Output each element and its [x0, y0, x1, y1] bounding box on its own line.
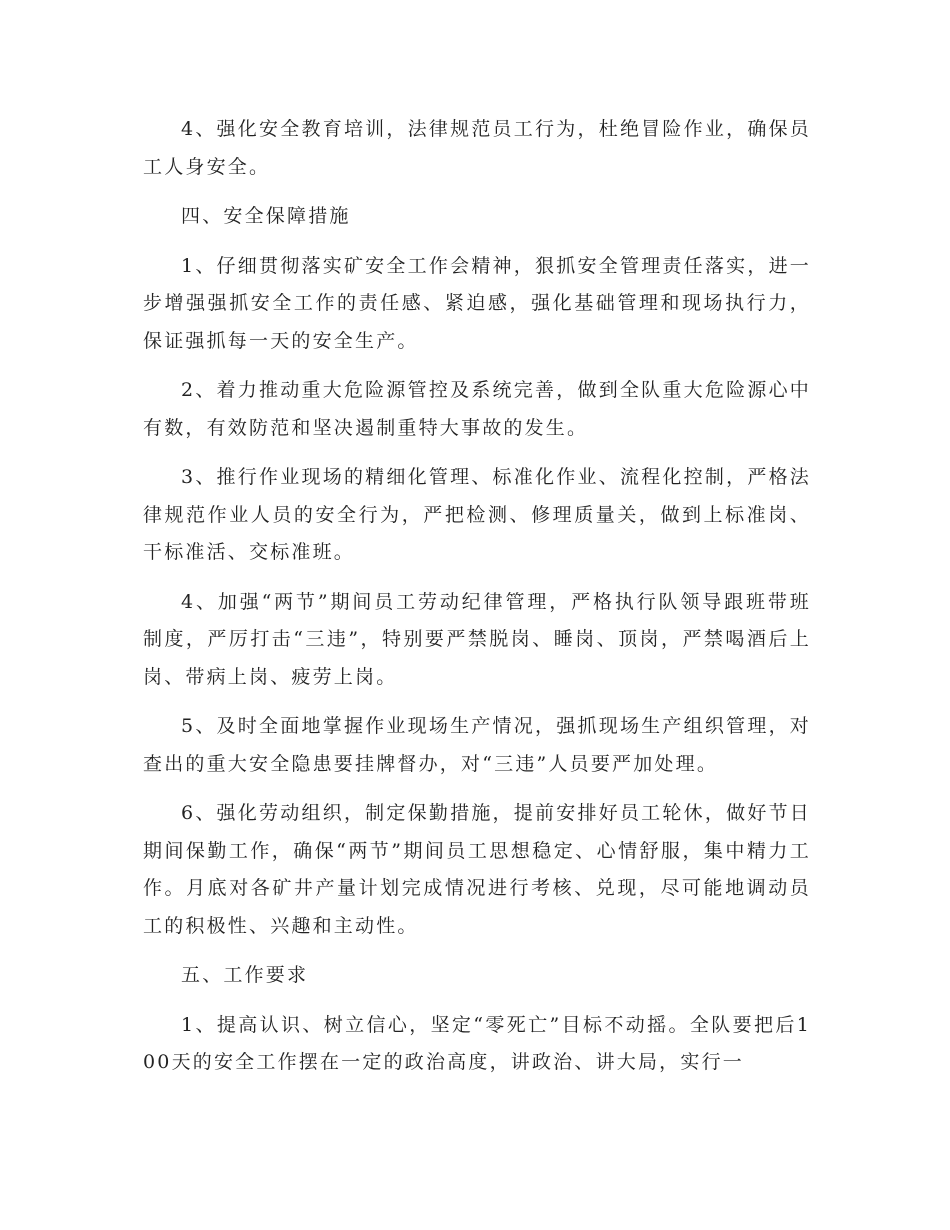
paragraph-measure-6: 6、强化劳动组织，制定保勤措施，提前安排好员工轮休，做好节日期间保勤工作，确保“两节”期间员工思想稳定、心情舒服，集中精力工作。月底对各矿井产量计划完成情况进行考核、兑现，尽可能地调动员工的积极性、兴趣和主动性。: [143, 802, 811, 937]
paragraph-measure-4: 4、加强“两节”期间员工劳动纪律管理，严格执行队领导跟班带班制度，严厉打击“三违”，特别要严禁脱岗、睡岗、顶岗，严禁喝酒后上岗、带病上岗、疲劳上岗。: [143, 590, 811, 688]
document-body: [143, 111, 811, 1094]
paragraph-measure-5: 5、及时全面地掌握作业现场生产情况，强抓现场生产组织管理，对查出的重大安全隐患要挂牌督办，对“三违”人员要严加处理。: [143, 715, 811, 775]
section-heading-safety-measures: 四、安全保障措施: [181, 205, 351, 227]
paragraph-item-4-training: 4、强化安全教育培训，法律规范员工行为，杜绝冒险作业，确保员工人身安全。: [143, 118, 811, 178]
paragraph-measure-1: 1、仔细贯彻落实矿安全工作会精神，狠抓安全管理责任落实，进一步增强强抓安全工作的责任感、紧迫感，强化基础管理和现场执行力，保证强抓每一天的安全生产。: [143, 254, 811, 352]
paragraph-measure-3: 3、推行作业现场的精细化管理、标准化作业、流程化控制，严格法律规范作业人员的安全行为，严把检测、修理质量关，做到上标准岗、干标准活、交标准班。: [143, 466, 811, 563]
paragraph-measure-2: 2、着力推动重大危险源管控及系统完善，做到全队重大危险源心中有数，有效防范和坚决遏制重特大事故的发生。: [143, 379, 811, 439]
section-heading-work-requirements: 五、工作要求: [181, 964, 309, 986]
paragraph-requirement-1: 1、提高认识、树立信心，坚定“零死亡”目标不动摇。全队要把后100天的安全工作摆在一定的政治高度，讲政治、讲大局，实行一: [143, 1013, 811, 1073]
